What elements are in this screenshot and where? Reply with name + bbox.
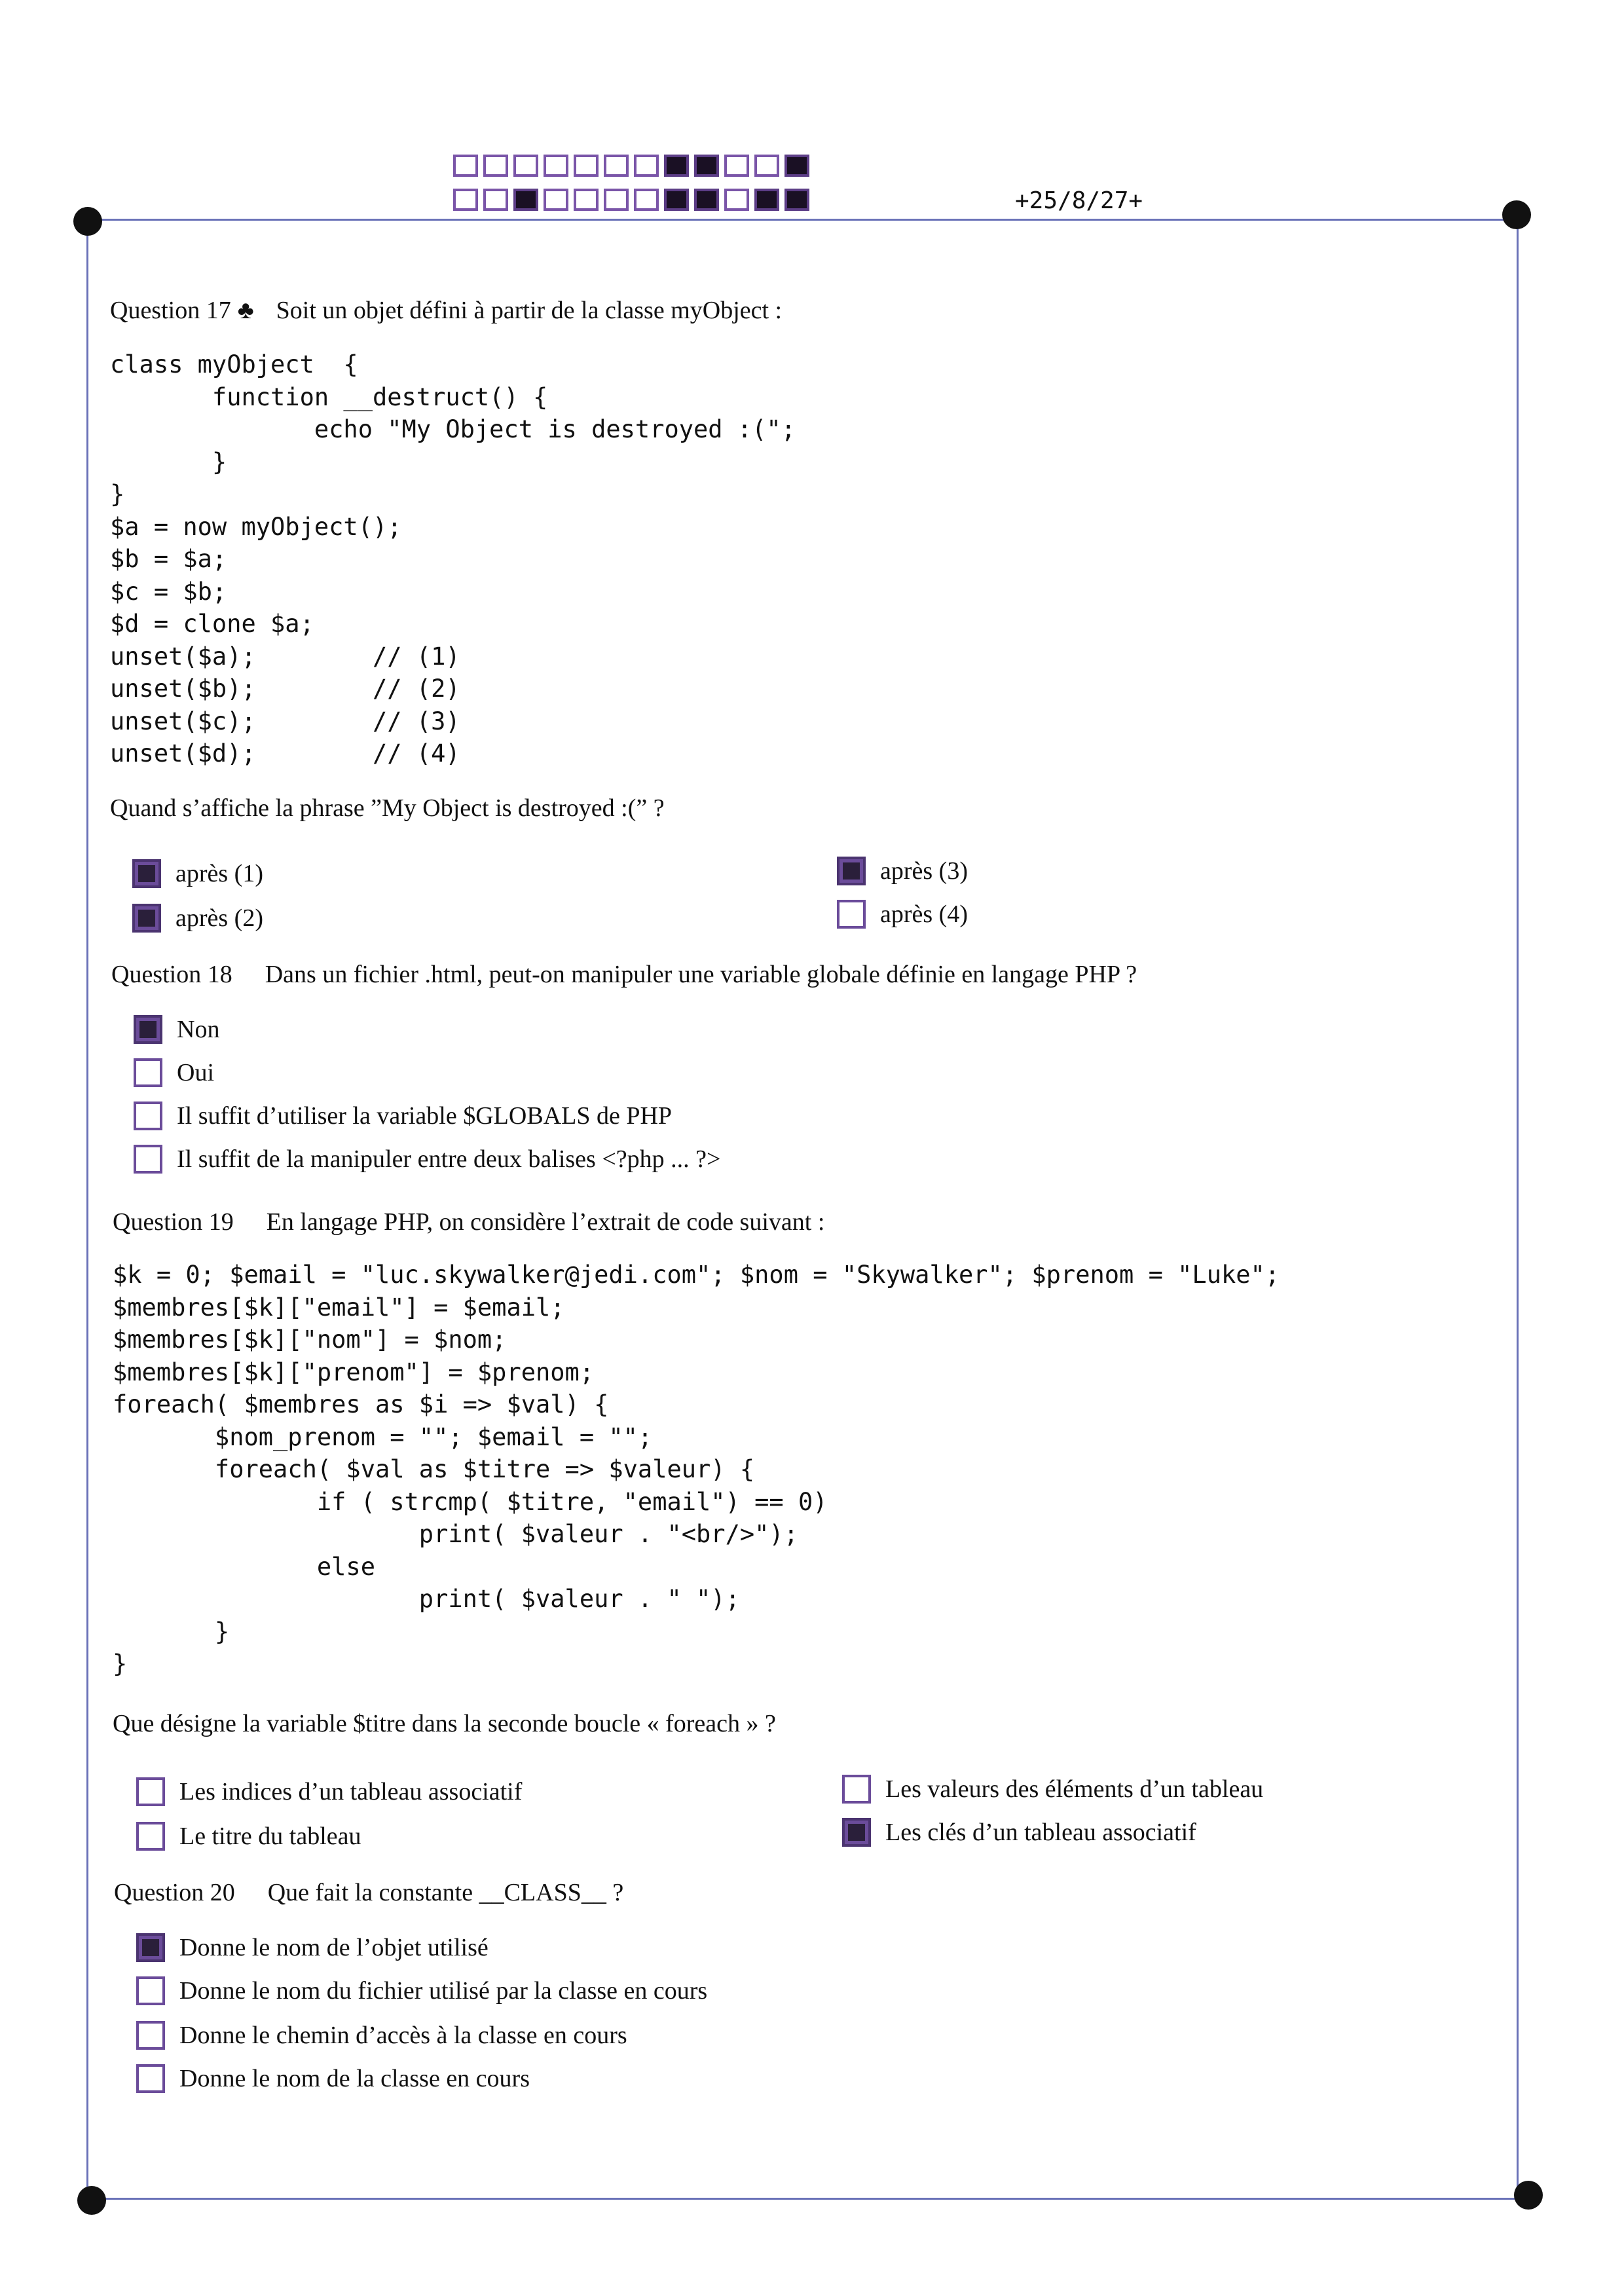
q18-option-4[interactable] xyxy=(134,1145,720,1174)
question-17-prompt: Quand s’affiche la phrase ”My Object is destroyed :(” ? xyxy=(110,794,665,822)
question-number: Question 20 xyxy=(114,1879,235,1906)
q17-option-2[interactable] xyxy=(132,904,263,933)
option-label: Les indices d’un tableau associatif xyxy=(179,1778,523,1805)
code-bit xyxy=(604,189,629,211)
question-19-header xyxy=(113,1208,824,1236)
option-label: après (3) xyxy=(880,857,968,885)
code-bit xyxy=(724,155,749,177)
checkbox[interactable] xyxy=(132,904,161,933)
q17-option-3[interactable] xyxy=(837,857,968,885)
code-bit xyxy=(604,155,629,177)
question-number: Question 19 xyxy=(113,1208,234,1236)
checkbox[interactable] xyxy=(842,1775,871,1804)
code-bit xyxy=(574,189,599,211)
code-bit xyxy=(513,189,538,211)
frame-right xyxy=(1517,219,1519,2199)
q19-option-2[interactable] xyxy=(136,1822,361,1851)
question-stem: Dans un fichier .html, peut-on manipuler une variable globale définie en langage PHP ? xyxy=(265,961,1137,988)
checkbox[interactable] xyxy=(136,2064,165,2093)
option-label: Le titre du tableau xyxy=(179,1823,361,1850)
q17-option-1[interactable] xyxy=(132,859,263,888)
q19-option-3[interactable] xyxy=(842,1775,1263,1804)
q20-option-4[interactable] xyxy=(136,2064,530,2093)
q20-option-2[interactable] xyxy=(136,1976,707,2005)
option-label: Donne le nom de la classe en cours xyxy=(179,2065,530,2092)
corner-marker-bottom-left xyxy=(77,2186,106,2215)
code-bit xyxy=(694,189,719,211)
checkbox[interactable] xyxy=(837,900,866,929)
checkbox[interactable] xyxy=(136,1976,165,2005)
question-19-prompt: Que désigne la variable $titre dans la seconde boucle « foreach » ? xyxy=(113,1710,776,1737)
question-number: Question 17 xyxy=(110,297,231,324)
code-bit xyxy=(784,189,809,211)
q18-option-3[interactable] xyxy=(134,1102,672,1130)
q19-option-1[interactable] xyxy=(136,1777,522,1806)
code-bit xyxy=(664,155,689,177)
checkbox[interactable] xyxy=(136,2021,165,2050)
code-bit xyxy=(724,189,749,211)
code-bit xyxy=(784,155,809,177)
option-label: Oui xyxy=(177,1059,214,1086)
checkbox[interactable] xyxy=(134,1058,162,1087)
checkbox[interactable] xyxy=(837,857,866,885)
q20-option-3[interactable] xyxy=(136,2021,627,2050)
question-stem: Soit un objet défini à partir de la classe myObject : xyxy=(276,297,783,324)
option-label: Donne le nom de l’objet utilisé xyxy=(179,1934,489,1961)
checkbox[interactable] xyxy=(136,1777,165,1806)
checkbox[interactable] xyxy=(134,1015,162,1044)
q18-option-2[interactable] xyxy=(134,1058,214,1087)
code-bit xyxy=(634,155,659,177)
code-bit xyxy=(513,155,538,177)
corner-marker-bottom-right xyxy=(1514,2181,1543,2210)
code-bit xyxy=(694,155,719,177)
checkbox[interactable] xyxy=(136,1822,165,1851)
option-label: après (4) xyxy=(880,900,968,928)
option-label: Donne le nom du fichier utilisé par la classe en cours xyxy=(179,1977,708,2005)
question-19-code: $k = 0; $email = "luc.skywalker@jedi.com"; $nom = "Skywalker"; $prenom = "Luke"; $membres[$k]["email"] = $email; $membres[$k]["nom"] = $nom; $membres[$k]["prenom"] = $prenom; foreach( $membres as $i => $val) { $nom_prenom = ""; $email = ""; foreach( $val as $titre => $valeur) { if ( strcmp( $titre, "email") == 0) print( $valeur . "<br/>"); else print( $valeur . " "); } } xyxy=(113,1261,1280,1678)
corner-marker-top-right xyxy=(1502,200,1531,229)
frame-bottom xyxy=(92,2198,1530,2200)
question-18-header xyxy=(111,960,1137,989)
code-bit xyxy=(453,155,478,177)
option-label: Il suffit de la manipuler entre deux balises <?php ... ?> xyxy=(177,1145,721,1173)
code-bit xyxy=(754,155,779,177)
option-label: après (1) xyxy=(175,860,263,887)
code-bit xyxy=(453,189,478,211)
frame-top xyxy=(86,219,1517,221)
code-bit xyxy=(754,189,779,211)
question-stem: En langage PHP, on considère l’extrait de code suivant : xyxy=(266,1208,825,1236)
checkbox[interactable] xyxy=(134,1145,162,1174)
corner-marker-top-left xyxy=(73,207,102,236)
q18-option-1[interactable] xyxy=(134,1015,219,1044)
q17-option-4[interactable] xyxy=(837,900,968,929)
code-bit xyxy=(544,189,568,211)
option-label: après (2) xyxy=(175,904,263,932)
question-number: Question 18 xyxy=(111,961,232,988)
frame-left xyxy=(86,219,88,2199)
checkbox[interactable] xyxy=(136,1933,165,1962)
code-bit xyxy=(664,189,689,211)
code-bit xyxy=(544,155,568,177)
code-bit xyxy=(634,189,659,211)
option-label: Les valeurs des éléments d’un tableau xyxy=(885,1775,1264,1803)
scan-code-row-1 xyxy=(453,155,815,177)
checkbox[interactable] xyxy=(842,1818,871,1847)
option-label: Il suffit d’utiliser la variable $GLOBALS de PHP xyxy=(177,1102,673,1130)
code-bit xyxy=(483,155,508,177)
q20-option-1[interactable] xyxy=(136,1933,489,1962)
question-17-header xyxy=(110,296,782,325)
code-bit xyxy=(483,189,508,211)
checkbox[interactable] xyxy=(132,859,161,888)
option-label: Donne le chemin d’accès à la classe en cours xyxy=(179,2022,627,2049)
question-stem: Que fait la constante __CLASS__ ? xyxy=(267,1879,624,1906)
scan-code-row-2 xyxy=(453,189,815,211)
checkbox[interactable] xyxy=(134,1102,162,1130)
option-label: Les clés d’un tableau associatif xyxy=(885,1819,1196,1846)
code-bit xyxy=(574,155,599,177)
multiple-answer-club-icon: ♣ xyxy=(237,297,254,324)
question-20-header xyxy=(114,1878,623,1907)
q19-option-4[interactable] xyxy=(842,1818,1196,1847)
option-label: Non xyxy=(177,1016,220,1043)
page-identifier: +25/8/27+ xyxy=(1015,187,1143,214)
question-17-code: class myObject { function __destruct() { echo "My Object is destroyed :("; } } $a = now myObject(); $b = $a; $c = $b; $d = clone $a; unset($a); // (1) unset($b); // (2) unset($c); // (3) unset($d); // (4) xyxy=(110,350,796,768)
